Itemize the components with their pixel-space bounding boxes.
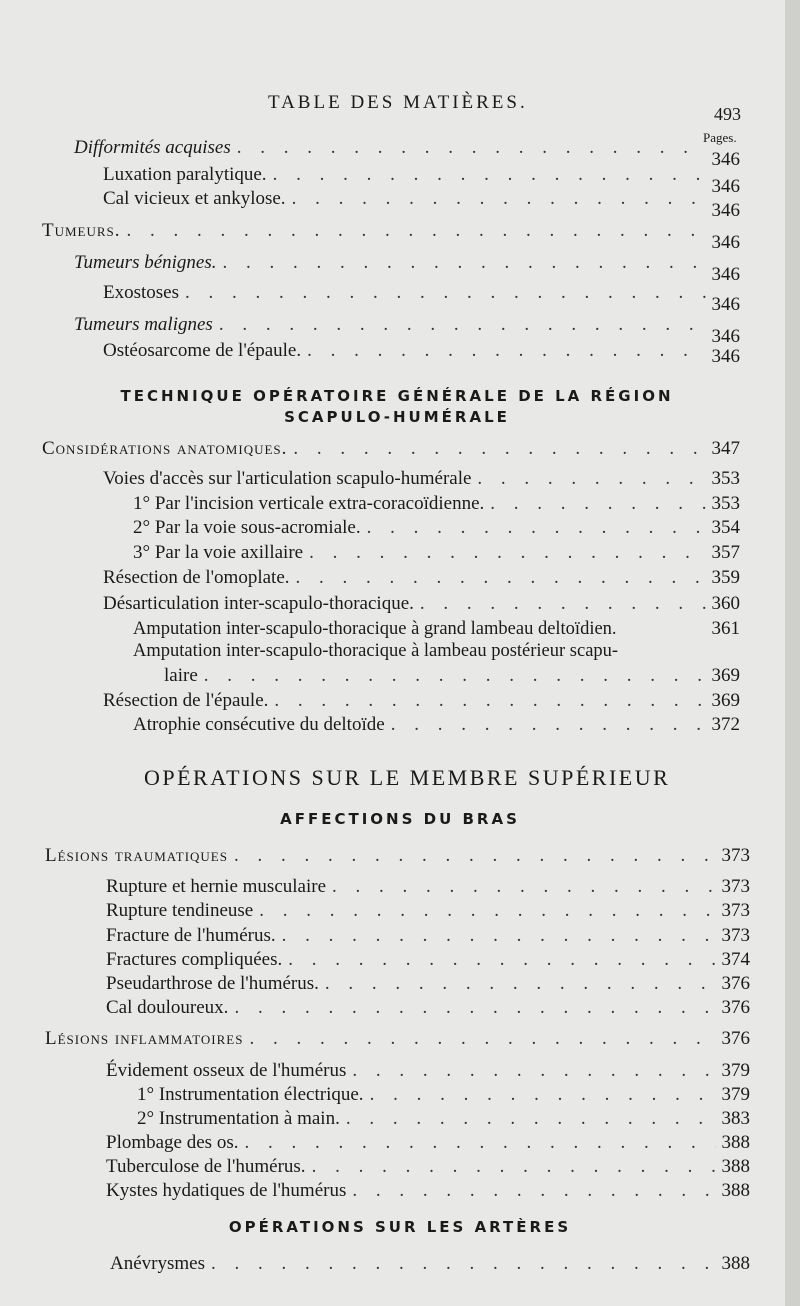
toc-entry	[103, 188, 740, 221]
leader-dots	[477, 468, 705, 490]
toc-entry	[133, 493, 740, 517]
toc-entry	[103, 282, 740, 315]
leader-dots	[352, 1180, 715, 1202]
toc-entry-page: 388	[721, 1180, 750, 1201]
toc-entry-page: 359	[711, 567, 740, 588]
toc-entry-page: 388	[721, 1253, 750, 1274]
toc-entry-label: Rupture et hernie musculaire	[106, 876, 327, 897]
toc-entry-label: Pseudarthrose de l'humérus.	[106, 973, 319, 994]
leader-dots	[325, 973, 716, 995]
leader-dots	[259, 900, 715, 922]
leader-dots	[274, 690, 705, 712]
leader-dots	[420, 593, 706, 615]
leader-dots	[352, 1060, 715, 1082]
toc-entry	[103, 468, 740, 492]
toc-entry-page: 376	[721, 997, 750, 1018]
toc-entry	[103, 567, 740, 591]
toc-entry	[110, 1253, 750, 1277]
toc-entry-label: Tumeurs bénignes.	[74, 252, 217, 273]
toc-entry-label: Tuberculose de l'humérus.	[106, 1156, 306, 1177]
toc-entry-page: 376	[721, 973, 750, 994]
leader-dots	[244, 1132, 715, 1154]
toc-entry-page: 369	[711, 665, 740, 686]
leader-dots	[307, 340, 705, 362]
toc-entry-page: 373	[721, 925, 750, 946]
leader-dots	[211, 1253, 716, 1275]
toc-entry-label: Résection de l'épaule.	[103, 690, 269, 711]
section-heading: TECHNIQUE OPÉRATOIRE GÉNÉRALE DE LA RÉGION	[120, 387, 674, 405]
toc-entry	[106, 1156, 750, 1180]
toc-entry-page: 346	[711, 326, 740, 347]
toc-entry-page: 369	[711, 690, 740, 711]
leader-dots	[293, 438, 705, 460]
toc-entry-label: Atrophie consécutive du deltoïde	[133, 714, 385, 735]
toc-entry	[106, 973, 750, 997]
leader-dots	[332, 876, 715, 898]
toc-entry-page: 373	[721, 876, 750, 897]
toc-entry-page: 346	[711, 294, 740, 315]
toc-entry-label: Exostoses	[103, 282, 179, 303]
toc-entry	[42, 220, 740, 253]
leader-dots	[288, 949, 715, 971]
leader-dots	[346, 1108, 716, 1130]
toc-entry-label: Rupture tendineuse	[106, 900, 254, 921]
toc-entry-label: Fractures compliquées.	[106, 949, 283, 970]
toc-entry	[103, 164, 740, 197]
toc-entry-page: 346	[711, 176, 740, 197]
leader-dots	[309, 542, 705, 564]
toc-entry	[42, 438, 740, 462]
toc-entry	[74, 137, 740, 170]
toc-entry	[133, 618, 740, 642]
toc-entry-page: 347	[711, 438, 740, 459]
toc-entry-page: 383	[721, 1108, 750, 1129]
toc-entry-label: Plombage des os.	[106, 1132, 239, 1153]
leader-dots	[312, 1156, 716, 1178]
leader-dots	[237, 137, 706, 159]
leader-dots	[204, 665, 706, 687]
toc-entry-label: Amputation inter-scapulo-thoracique à grand lambeau deltoïdien.	[133, 619, 617, 639]
toc-entry-label: Cal vicieux et ankylose.	[103, 188, 286, 209]
leader-dots	[234, 845, 716, 867]
toc-entry-label: 1° Par l'incision verticale extra-coracoïdienne.	[133, 493, 485, 514]
toc-entry-label: Anévrysmes	[110, 1253, 205, 1274]
toc-entry	[74, 314, 740, 347]
toc-entry-page: 354	[711, 517, 740, 538]
toc-entry-page: 388	[721, 1132, 750, 1153]
leader-dots	[490, 493, 705, 515]
section-heading: OPÉRATIONS SUR LES ARTÈRES	[228, 1218, 572, 1236]
toc-entry-page: 357	[711, 542, 740, 563]
part-heading: OPÉRATIONS SUR LE MEMBRE SUPÉRIEUR	[144, 765, 671, 790]
toc-entry-label: Tumeurs.	[42, 220, 121, 241]
toc-entry-page: 372	[711, 714, 740, 735]
toc-entry	[133, 542, 740, 566]
toc-entry	[106, 949, 750, 973]
leader-dots	[234, 997, 715, 1019]
page-edge-shadow	[785, 0, 800, 1306]
toc-entry	[137, 1108, 750, 1132]
toc-entry	[45, 1028, 750, 1052]
toc-entry-page: 353	[711, 493, 740, 514]
toc-entry	[106, 1060, 750, 1084]
toc-entry-label: Fracture de l'humérus.	[106, 925, 276, 946]
toc-entry	[103, 690, 740, 714]
running-header: TABLE DES MATIÈRES.	[268, 92, 528, 113]
toc-entry	[106, 1132, 750, 1156]
toc-entry	[164, 665, 740, 689]
toc-entry-label: Désarticulation inter-scapulo-thoracique.	[103, 593, 414, 614]
toc-entry-label: 1° Instrumentation électrique.	[137, 1084, 364, 1105]
toc-entry-label: Évidement osseux de l'humérus	[106, 1060, 347, 1081]
toc-entry-page: 346	[711, 346, 740, 367]
toc-entry-label: Lésions inflammatoires	[45, 1028, 244, 1049]
toc-entry-label: Tumeurs malignes	[74, 314, 213, 335]
toc-entry-page: 346	[711, 264, 740, 285]
toc-entry-label: 2° Par la voie sous-acromiale.	[133, 517, 361, 538]
leader-dots	[219, 314, 706, 336]
toc-entry	[137, 1084, 750, 1108]
toc-entry-page: 373	[721, 845, 750, 866]
leader-dots	[249, 1028, 715, 1050]
pages-column-label: Pages.	[703, 130, 737, 145]
section-heading: AFFECTIONS DU BRAS	[280, 810, 520, 828]
toc-entry	[106, 925, 750, 949]
leader-dots	[296, 567, 706, 589]
leader-dots	[185, 282, 706, 304]
leader-dots	[282, 925, 716, 947]
toc-entry-label: 2° Instrumentation à main.	[137, 1108, 340, 1129]
toc-entry-page: 360	[711, 593, 740, 614]
toc-entry	[103, 340, 740, 367]
toc-entry-page: 388	[721, 1156, 750, 1177]
toc-entry	[133, 517, 740, 541]
toc-entry	[103, 593, 740, 617]
toc-entry-label: Lésions traumatiques	[45, 845, 228, 866]
leader-dots	[391, 714, 706, 736]
toc-entry-page: 374	[721, 949, 750, 970]
toc-entry	[106, 997, 750, 1021]
toc-entry	[133, 714, 740, 738]
toc-entry-page: 373	[721, 900, 750, 921]
toc-entry	[74, 252, 740, 285]
toc-entry-label: Luxation paralytique.	[103, 164, 267, 185]
toc-entry-page: 346	[711, 232, 740, 253]
toc-entry	[106, 876, 750, 900]
page-number: 493	[714, 104, 741, 124]
toc-entry-label: Difformités acquises	[74, 137, 231, 158]
section-heading-continued: SCAPULO-HUMÉRALE	[284, 408, 510, 426]
leader-dots	[370, 1084, 716, 1106]
toc-entry-label: laire	[164, 665, 198, 686]
toc-entry-label: Considérations anatomiques.	[42, 438, 288, 459]
toc-entry-label: Cal douloureux.	[106, 997, 229, 1018]
toc-entry	[106, 900, 750, 924]
toc-entry-page: 346	[711, 200, 740, 221]
toc-entry-page: 376	[721, 1028, 750, 1049]
toc-entry-page: 361	[711, 618, 740, 639]
toc-entry-label: Ostéosarcome de l'épaule.	[103, 340, 302, 361]
toc-entry-label: Voies d'accès sur l'articulation scapulo-humérale	[103, 468, 472, 489]
leader-dots	[223, 252, 706, 274]
leader-dots	[127, 220, 706, 242]
toc-entry-label: Résection de l'omoplate.	[103, 567, 290, 588]
toc-entry-label: Kystes hydatiques de l'humérus	[106, 1180, 347, 1201]
toc-entry	[106, 1180, 750, 1204]
toc-entry-page: 346	[711, 149, 740, 170]
leader-dots	[292, 188, 706, 210]
toc-entry-label: 3° Par la voie axillaire	[133, 542, 304, 563]
toc-entry-page: 379	[721, 1060, 750, 1081]
leader-dots	[273, 164, 706, 186]
toc-entry-label-wrapped: Amputation inter-scapulo-thoracique à lambeau postérieur scapu-	[133, 641, 619, 661]
leader-dots	[367, 517, 706, 539]
toc-entry	[45, 845, 750, 869]
toc-entry-page: 353	[711, 468, 740, 489]
toc-entry-page: 379	[721, 1084, 750, 1105]
